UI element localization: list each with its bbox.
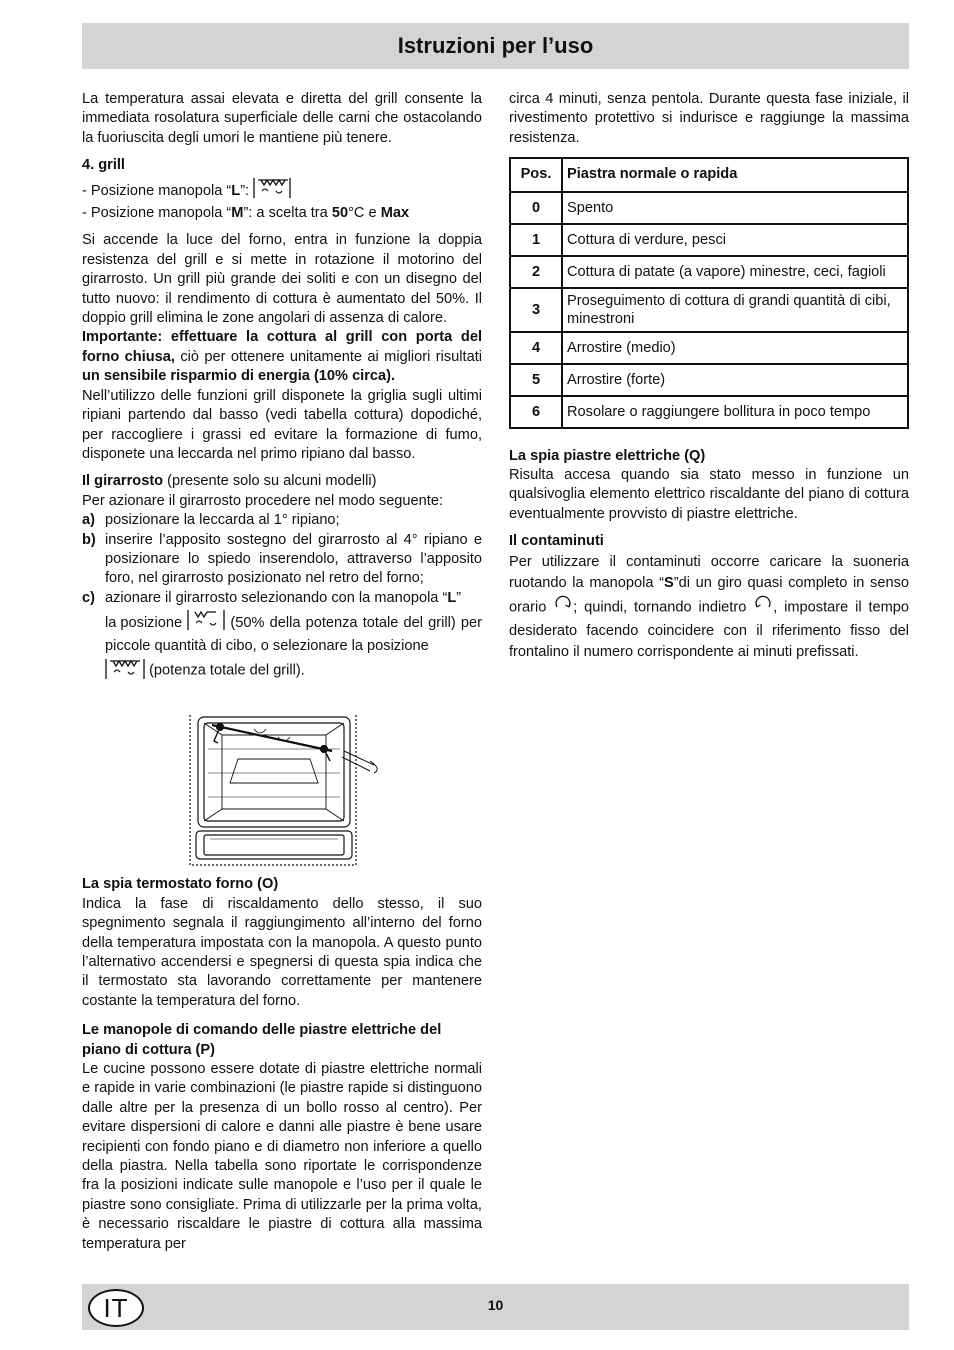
continued-paragraph: circa 4 minuti, senza pentola. Durante questa fase iniziale, il rivestimento protettivo si indurisce e raggiunge la massima resistenza. xyxy=(509,91,909,146)
grill-m-line: - Posizione manopola “M”: a scelta tra 50°C e Max xyxy=(82,205,410,222)
hotplate-table xyxy=(509,157,909,428)
step-c: c) azionare il girarrosto selezionando con la manopola “L” la posizione (50% della potenza totale del grill) per piccole quantità di cibo, o selezionare la posizione (potenza totale del grill). xyxy=(82,589,482,686)
page-title: Istruzioni per l’uso xyxy=(397,33,594,58)
page-number: 10 xyxy=(487,1297,504,1313)
table-header-pos: Pos. xyxy=(510,158,562,191)
grill-description: Si accende la luce del forno, entra in funzione la doppia resistenza del grill e si mette in rotazione il motorino del girarrosto. Un grill più grande dei soliti e con un disegno del tutto nuovo: il rendimento di cottura è aumentato del 50%. Il doppio grill elimina le zone angolari di assenza di calore. xyxy=(82,232,482,327)
spia-piastre-text: Risulta accesa quando sia stato messo in funzione un qualsivoglia elemento elettrico riscaldante del piano di cottura eventualmente provvisto di piastre elettriche. xyxy=(509,467,909,522)
contaminuti-text: Per utilizzare il contaminuti occorre caricare la suoneria ruotando la manopola “S”di un giro quasi completo in senso orario ; quindi, tornando indietro , impostare il tempo desiderato facendo coincidere con il riferimento fisso del frontalino il numero corrispondente ai minuti prefissati. xyxy=(509,553,910,660)
grill-full-icon xyxy=(105,659,145,685)
girarrosto-intro-line: Il girarrosto (presente solo su alcuni modelli) xyxy=(82,473,377,490)
left-column xyxy=(82,90,482,1254)
spia-termostato-text: Indica la fase di riscaldamento dello stesso, il suo spegnimento segnala il raggiungimento all’interno del forno della temperatura impostata con la manopola. A questo punto l’alternativo accendersi e spegnersi di questa spia indica che il termostato sta lavorando correttamente per mantenere costante la temperatura del forno. xyxy=(82,895,482,1009)
table-row: 5 Arrostire (forte) xyxy=(510,364,908,396)
counterclockwise-icon xyxy=(753,594,773,621)
girarrosto-instructions: Per azionare il girarrosto procedere nel modo seguente: xyxy=(82,492,443,509)
step-a: a) posizionare la leccarda al 1° ripiano; xyxy=(82,512,340,529)
contaminuti-heading: Il contaminuti xyxy=(509,533,604,550)
table-row: 1 Cottura di verdure, pesci xyxy=(510,224,908,256)
manopole-heading: Le manopole di comando delle piastre elettriche del piano di cottura (P) xyxy=(82,1022,442,1058)
page-header xyxy=(82,23,909,69)
grill-l-line: - Posizione manopola “L”: xyxy=(82,178,482,204)
grill-half-icon xyxy=(253,178,291,204)
table-row: 0 Spento xyxy=(510,192,908,224)
intro-paragraph: La temperatura assai elevata e diretta del grill consente la immediata rosolatura superficiale delle carni che ostacolando la fuoriuscita degli umori le mantiene più tenere. xyxy=(82,91,482,146)
table-row: 6 Rosolare o raggiungere bollitura in poco tempo xyxy=(510,396,908,428)
important-note: Importante: effettuare la cottura al grill con porta del forno chiusa, ciò per ottenere unitamente ai migliori risultati un sensibile risparmio di energia (10% circa). xyxy=(82,329,482,385)
table-header-row xyxy=(510,158,908,191)
table-row: 2 Cottura di patate (a vapore) minestre, ceci, fagioli xyxy=(510,256,908,288)
right-column xyxy=(509,90,909,663)
grill-heading: 4. grill xyxy=(82,157,125,174)
oven-rotisserie-illustration xyxy=(184,711,384,871)
clockwise-icon xyxy=(553,594,573,621)
spia-piastre-heading: La spia piastre elettriche (Q) xyxy=(509,447,706,464)
manopole-text: Le cucine possono essere dotate di piastre elettriche normali e rapide in varie combinazioni (le piastre rapide si distinguono dalle altre per la presenza di un bollo rosso al centro). Per evitare dispersioni di calore e danni alle piastre è bene usare recipienti con fondo piano e di diametro non inferiore a quello della piastra. Nella tabella sono riportate le corrispondenze fra la posizioni indicate sulle manopole e l’uso per il quale le piastre sono consigliate. Prima di utilizzarle per la prima volta, è necessario riscaldare le piastre di cottura alla massima temperatura per xyxy=(82,1060,482,1252)
step-b: b) inserire l’apposito sostegno del girarrosto al 4° ripiano e posizionare lo spiedo inserendolo, attraverso l’apposito foro, nel girarrosto posizionato nel retro del forno; xyxy=(82,531,482,587)
table-row: 3 Proseguimento di cottura di grandi quantità di cibi, minestroni xyxy=(510,288,908,332)
table-header-use: Piastra normale o rapida xyxy=(562,158,908,191)
language-badge: IT xyxy=(88,1289,144,1327)
spia-termostato-heading: La spia termostato forno (O) xyxy=(82,876,279,893)
grill-half-icon xyxy=(187,610,225,636)
page-footer xyxy=(82,1284,909,1330)
grill-usage: Nell’utilizzo delle funzioni grill disponete la griglia sugli ultimi ripiani partendo dal basso (vedi tabella cottura) dopodiché, per raccogliere i grassi ed evitare la formazione di fumo, disponete una leccarda nel primo ripiano dal basso. xyxy=(82,387,482,462)
table-row: 4 Arrostire (medio) xyxy=(510,332,908,364)
